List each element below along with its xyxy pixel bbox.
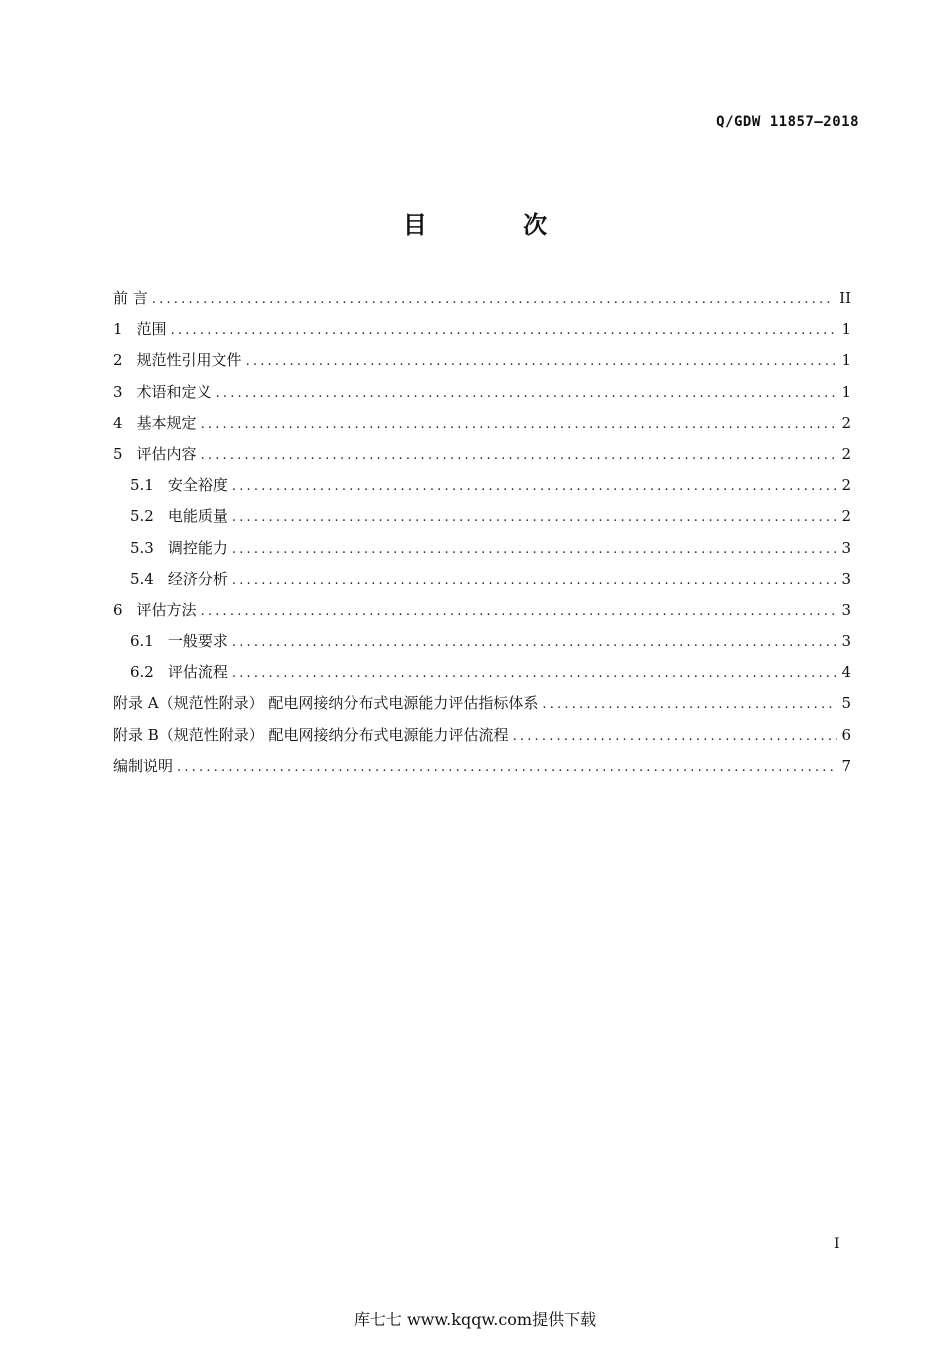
toc-entry-number: 5.2 [130,507,154,526]
toc-leader-dots [246,346,838,377]
toc-entry-number: 5 [113,444,123,463]
toc-entry-number: 6.1 [130,632,154,651]
toc-entry-number: 2 [113,351,123,370]
toc-entry-page: 4 [841,663,851,682]
toc-entry-page: 1 [841,351,851,370]
toc-entry-label: 编制说明 [113,756,174,775]
toc-subentry[interactable] [113,626,851,657]
toc-entry-label: 评估方法 [136,600,197,619]
toc-subentry[interactable] [113,501,851,532]
toc-entry-label: 范围 [136,320,167,339]
toc-leader-dots [542,689,837,720]
toc-entry-label: 调控能力 [167,538,228,557]
toc-leader-dots [232,471,838,502]
toc-entry-label: 规范性引用文件 [136,351,242,370]
toc-entry-explanation[interactable] [113,751,851,782]
toc-leader-dots [232,502,838,533]
toc-leader-dots [201,596,838,627]
toc-entry-label: 安全裕度 [167,476,228,495]
toc-leader-dots [216,378,838,409]
toc-entry-label: 评估内容 [136,444,197,463]
toc-entry-page: 1 [841,382,851,401]
toc-entry-page: 2 [841,444,851,463]
toc-subentry[interactable] [113,533,851,564]
toc-entry[interactable] [113,439,851,470]
toc-entry-number: 5.4 [130,569,154,588]
toc-leader-dots [232,658,838,689]
toc-entry-label: 基本规定 [136,413,197,432]
toc-entry-page: II [839,289,851,307]
toc-entry-page: 6 [841,725,851,744]
toc-entry-page: 1 [841,320,851,339]
toc-entry[interactable] [113,377,851,408]
toc-subentry[interactable] [113,470,851,501]
toc-title: 目 次 [402,211,592,239]
toc-entry-label: 一般要求 [167,632,228,651]
toc-entry-page: 2 [841,476,851,495]
toc-entry-number: 5.1 [130,476,154,495]
toc-entry-number: 1 [113,320,123,339]
toc-entry-label: 电能质量 [167,507,228,526]
toc-entry[interactable] [113,283,851,314]
toc-leader-dots [232,565,838,596]
toc-leader-dots [171,315,838,346]
toc-entry-page: 2 [841,413,851,432]
toc-entry-page: 3 [841,600,851,619]
toc-entry-label: 附录 B（规范性附录） 配电网接纳分布式电源能力评估流程 [113,725,509,744]
toc-entry-number: 6.2 [130,663,154,682]
toc-leader-dots [513,721,838,752]
toc-subentry[interactable] [113,657,851,688]
toc-entry-appendix-a[interactable] [113,688,851,719]
toc-entry-page: 7 [841,756,851,775]
toc-subentry[interactable] [113,564,851,595]
toc-entry-page: 3 [841,632,851,651]
toc-entry[interactable] [113,314,851,345]
toc-entry[interactable] [113,595,851,626]
toc-entry-number: 5.3 [130,538,154,557]
toc-entry[interactable] [113,345,851,376]
toc-entry-page: 5 [841,694,851,713]
toc-leader-dots [201,440,838,471]
toc-entry-number: 3 [113,382,123,401]
toc-entry-label: 术语和定义 [136,382,212,401]
toc-entry-page: 3 [841,569,851,588]
toc-entry-label: 评估流程 [167,663,228,682]
footer-download-note: 库七七 www.kqqw.com提供下载 [353,1310,597,1329]
toc-entry-label: 前 言 [113,289,148,307]
toc-entry-label: 附录 A（规范性附录） 配电网接纳分布式电源能力评估指标体系 [113,694,539,713]
toc-entry-number: 6 [113,600,123,619]
toc-entry-page: 2 [841,507,851,526]
toc-leader-dots [201,409,838,440]
table-of-contents [113,283,851,782]
page-number: I [834,1236,840,1252]
toc-entry-appendix-b[interactable] [113,720,851,751]
toc-leader-dots [177,752,837,783]
toc-entry[interactable] [113,408,851,439]
toc-entry-page: 3 [841,538,851,557]
toc-leader-dots [232,627,838,658]
toc-entry-label: 经济分析 [167,569,228,588]
toc-entry-number: 4 [113,413,123,432]
document-code: Q/GDW 11857—2018 [716,114,859,130]
toc-leader-dots [152,284,835,315]
toc-leader-dots [232,534,838,565]
